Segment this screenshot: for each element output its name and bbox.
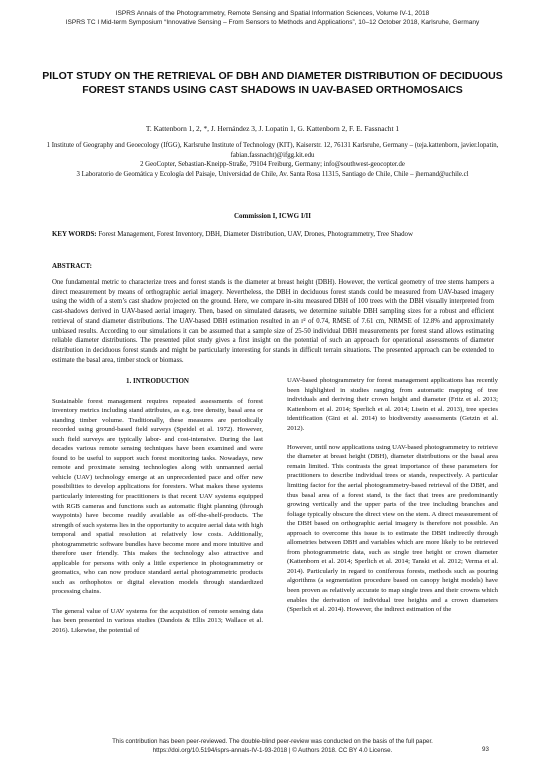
affiliation-2: 2 GeoCopter, Sebastian-Kneipp-Straße, 79104 Freiburg, Germany; info@southwest-geocopter.de: [140, 161, 405, 169]
right-column: [287, 376, 498, 624]
commission-label: Commission I, ICWG I/II: [233, 212, 311, 220]
keywords: [52, 231, 497, 238]
paragraph: The general value of UAV systems for the acquisition of remote sensing data has been presented in various studies (Dandois & Ellis 2013; Wallace et al. 2016). Likewise, the potential of: [52, 607, 263, 634]
abstract-heading: ABSTRACT:: [52, 262, 92, 270]
abstract-text: One fundamental metric to characterize trees and forest stands is the diameter at breast height (DBH). However, the vertical geometry of tree stems hampers a direct measurement by means of orthographic aerial imagery. Nevertheless, the DBH in deciduous forest stands could be measured from UAV-based imagery using the width of a stem’s cast shadow projected on the ground. Here, we compare in-situ measured DBH of 100 trees with the DBH visually interpreted from cast-shadows derived in UAV-based aerial imagery. Then, based on simulated datasets, we determine suitable DBH sampling sizes for a robust and efficient retrieval of stand diameter distributions. The UAV-based DBH estimation resulted in an r² of 0.74, RMSE of 7.61 cm, NRMSE of 12.8% and approximately unbiased results. According to our simulations it can be assumed that a sample size of 25-50 individual DBH measurements per forest stand allows estimating reliable diameter distributions. The presented pilot study gives a first insight on the potential of such an approach for operational assessments of diameter distribution in deciduous forest stands and might be particularly interesting for stands in difficult terrain situations. The presented approach can be extended to estimate the basal area, timber stock or biomass.: [52, 279, 494, 364]
footer-review-note: This contribution has been peer-reviewed. The double-blind peer-review was conducted on the basis of the full paper.: [112, 738, 433, 745]
affiliation-1: 1 Institute of Geography and Geoecology (IfGG), Karlsruhe Institute of Technology (KIT), Kaiserstr. 12, 76131 Karlsruhe, Germany – (teja.kattenborn, javier.lopatin, fabian.fassnacht)@ifgg.kit.edu: [46, 142, 499, 159]
page-number: 93: [482, 746, 489, 753]
affiliation-3: 3 Laboratorio de Geomática y Ecología del Paisaje, Universidad de Chile, Av. Santa Rosa 11315, Santiago de Chile, Chile – jhernand@uchile.cl: [76, 170, 469, 178]
running-header-line-2: ISPRS TC I Mid-term Symposium “Innovative Sensing – From Sensors to Methods and Applications”, 10–12 October 2018, Karlsruhe, Germany: [65, 19, 480, 26]
left-column: [52, 377, 263, 645]
author-list: T. Kattenborn 1, 2, *, J. Hernández 3, J. Lopatin 1, G. Kattenborn 2, F. E. Fassnacht 1: [145, 124, 400, 133]
affiliations: [36, 141, 509, 179]
paragraph: UAV-based photogrammetry for forest management applications has recently been highlighted in studies ranging from automatic mapping of tree individuals and deriving their crown height and diameter (Fritz et al. 2013; Kattenborn et al. 2014; Sperlich et al. 2014; Lisein et al. 2013), tree species identification (Gini et al. 2014) to biodiversity assessments (Getzin et al. 2012).: [287, 377, 498, 432]
page-footer: [60, 737, 485, 755]
footer-doi: https://doi.org/10.5194/isprs-annals-IV-1-93-2018 | © Authors 2018. CC BY 4.0 License.: [152, 747, 393, 754]
section-heading-introduction: 1. INTRODUCTION: [125, 377, 189, 385]
keywords-text: Forest Management, Forest Inventory, DBH, Diameter Distribution, UAV, Drones, Photogrammetry, Tree Shadow: [98, 231, 413, 238]
running-header-line-1: ISPRS Annals of the Photogrammetry, Remote Sensing and Spatial Information Sciences, Volume IV-1, 2018: [115, 10, 430, 17]
paper-title: PILOT STUDY ON THE RETRIEVAL OF DBH AND DIAMETER DISTRIBUTION OF DECIDUOUS FOREST STANDS USING CAST SHADOWS IN UAV-BASED ORTHOMOSAICS: [42, 70, 503, 96]
paragraph: Sustainable forest management requires repeated assessments of forest inventory metrics including stand attributes, as e.g. tree density, basal area or standing timber volume. Traditionally, these measures are periodically recorded using ground-based field surveys (Speidel et al. 1972). However, such field surveys are typically labor- and cost-intensive. During the last decades various remote sensing techniques have been examined and were found to be useful to support such forest monitoring tasks. Nowadays, new remote and proximate sensing technologies along with unmanned aerial vehicle (UAV) technology emerge at an unprecedented pace and offer new possibilities to develop applications for foresters. What makes these systems particularly interesting for practitioners is that recent UAV systems equipped with RGB cameras and functions such as automatic flight planning (through waypoints) have become readily available as off-the-shelf-products. The strength of such systems lies in the opportunity to acquire aerial data with high temporal and spatial resolution at relatively low costs. Additionally, photogrammetric software bundles have become more and more intuitive and therefore user friendly. This makes the technology also attractive and applicable for persons with only a little experience in photogrammetry or geomatics, who can now produce standard aerial photogrammetric products such as orthophotos or digital elevation models through standardized processing chains.: [52, 397, 263, 596]
keywords-label: KEY WORDS:: [52, 231, 97, 238]
paragraph: However, until now applications using UAV-based photogrammetry to retrieve the diameter at breast height (DBH), diameter distributions or the basal area remain limited. This contrasts the great importance of these parameters for practitioners to describe individual trees or stands, respectively. A particular limiting factor for the aerial photogrammetry-based retrieval of the DBH, and thus basal area of a forest stand, is the fact that trees are predominantly growing vertically and the upper parts of the tree including branches and foliage typically obscure the direct view on the stem. A direct measurement of the DBH based on orthographic aerial imagery is therefore not possible. An approach to overcome this issue is to estimate the DBH indirectly through allometries between DBH and variables which are more likely to be retrieved from photogrammetric data, such as single tree height or crown diameter (Kattenborn et al. 2014; Sperlich et al. 2014; Tanski et al. 2012; Verma et al. 2014). Particularly in regard to coniferous forests, methods such as pouring algorithms (a segmentation procedure based on canopy height models) have been proven as relatively accurate to map single trees and their crowns which enables the derivation of individual tree heights and a crown diameters (Sperlich et al. 2014). However, the indirect estimation of the: [287, 443, 498, 614]
